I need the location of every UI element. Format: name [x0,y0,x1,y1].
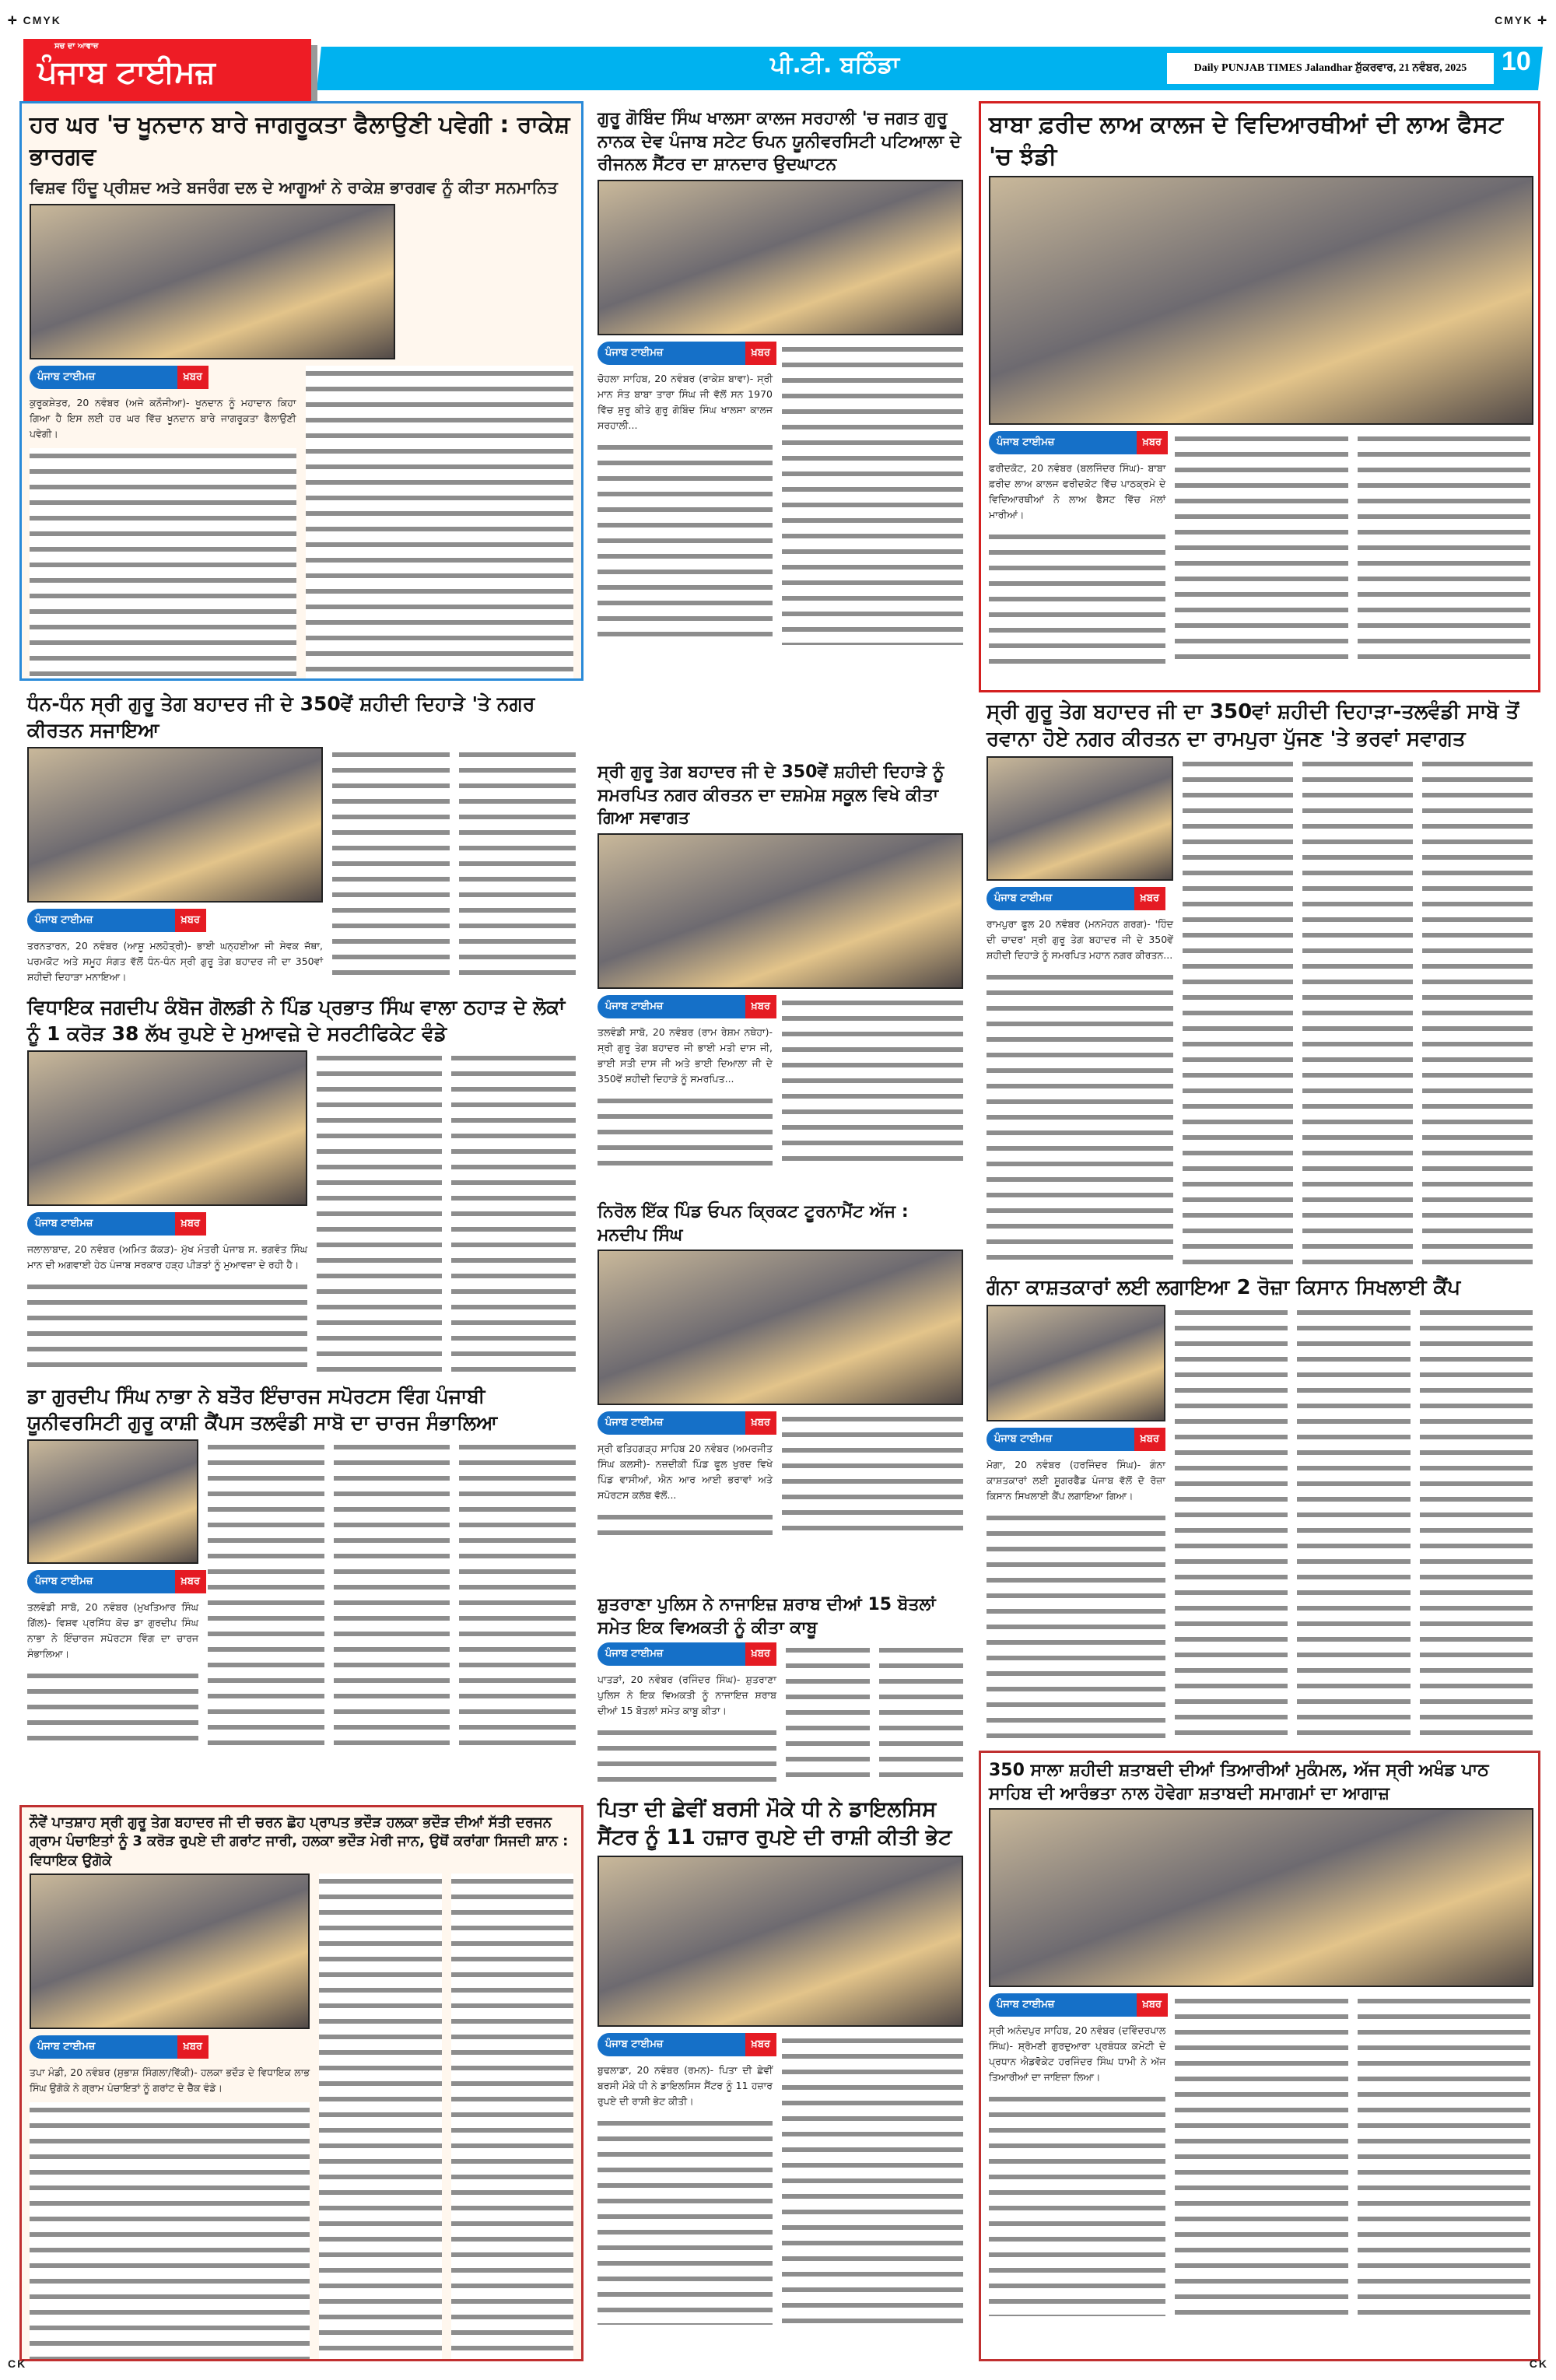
badge-label: ਖ਼ਬਰ [177,2035,209,2059]
article-dateline: ਬੁਢਲਾਡਾ, 20 ਨਵੰਬਰ (ਰਮਨ)- ਪਿਤਾ ਦੀ ਛੇਵੀਂ ਬਰਸੀ ਮੌਕੇ ਧੀ ਨੇ ਡਾਇਲਸਿਸ ਸੈਂਟਰ ਨੂੰ 11 ਹਜ਼ਾਰ ਰੁਪਏ ਦੀ ਰਾਸ਼ੀ ਭੇਟ ਕੀਤੀ। [598,2063,773,2107]
badge-brand: ਪੰਜਾਬ ਟਾਈਮਜ਼ [30,366,177,389]
article-headline[interactable]: ਪਿਤਾ ਦੀ ਛੇਵੀਂ ਬਰਸੀ ਮੌਕੇ ਧੀ ਨੇ ਡਾਇਲਸਿਸ ਸੈਂਟਰ ਨੂੰ 11 ਹਜ਼ਾਰ ਰੁਪਏ ਦੀ ਰਾਸ਼ੀ ਕੀਤੀ ਭੇਟ [598,1797,952,1850]
article-body-text [1358,431,1530,664]
crosshair-icon: ✛ [1537,14,1548,26]
article-body-text [208,1439,324,1751]
badge-brand: ਪੰਜਾਬ ਟਾਈਮਜ਼ [987,1428,1134,1451]
news-article [979,1751,1540,2361]
badge-label: ਖ਼ਬਰ [1134,1428,1165,1451]
badge-brand: ਪੰਜਾਬ ਟਾਈਮਜ਼ [27,1570,175,1593]
article-photo [989,1808,1533,1987]
badge-brand: ਪੰਜਾਬ ਟਾਈਮਜ਼ [30,2035,177,2059]
badge-label: ਖ਼ਬਰ [177,366,209,389]
badge-label: ਖ਼ਬਰ [745,342,776,365]
badge-brand: ਪੰਜਾਬ ਟਾਈਮਜ਼ [598,995,745,1018]
badge-label: ਖ਼ਬਰ [745,1411,776,1435]
article-headline[interactable]: ਬਾਬਾ ਫ਼ਰੀਦ ਲਾਅ ਕਾਲਜ ਦੇ ਵਿਦਿਆਰਥੀਆਂ ਦੀ ਲਾਅ ਫੈਸਟ 'ਚ ਝੰਡੀ [989,111,1504,170]
article-headline[interactable]: ਵਿਧਾਇਕ ਜਗਦੀਪ ਕੰਬੋਜ ਗੋਲਡੀ ਨੇ ਪਿੰਡ ਪ੍ਰਭਾਤ ਸਿੰਘ ਵਾਲਾ ਠਹਾੜ ਦੇ ਲੋਕਾਂ ਨੂੰ 1 ਕਰੋੜ 38 ਲੱਖ ਰੁਪਏ ਦੇ ਮੁਆਵਜ਼ੇ ਦੇ ਸਰਟੀਫਿਕੇਟ ਵੰਡੇ [27,996,566,1045]
news-article [590,101,971,669]
article-body-text [1422,756,1533,1264]
news-article [19,685,584,984]
badge-label: ਖ਼ਬਰ [745,995,776,1018]
article-body-text [451,1874,574,2361]
news-article [979,101,1540,692]
article-body-text [1420,1305,1533,1743]
news-article [590,755,971,1190]
news-badge [27,1570,206,1593]
article-headline[interactable]: ਡਾ ਗੁਰਦੀਪ ਸਿੰਘ ਨਾਭਾ ਨੇ ਬਤੌਰ ਇੰਚਾਰਜ ਸਪੋਰਟਸ ਵਿੰਗ ਪੰਜਾਬੀ ਯੂਨੀਵਰਸਿਟੀ ਗੁਰੂ ਕਾਸ਼ੀ ਕੈਂਪਸ ਤਲਵੰਡੀ ਸਾਬੋ ਦਾ ਚਾਰਜ ਸੰਭਾਲਿਆ [27,1385,498,1434]
article-dateline: ਤਰਨਤਾਰਨ, 20 ਨਵੰਬਰ (ਆਸ਼ੂ ਮਲਹੋਤ੍ਰੀ)- ਭਾਈ ਘਨ੍ਹਈਆ ਜੀ ਸੇਵਕ ਜੱਥਾ, ਪਰਮਕੋਟ ਅਤੇ ਸਮੂਹ ਸੰਗਤ ਵੱਲੋਂ ਧੰਨ-ਧੰਨ ਸ੍ਰੀ ਗੁਰੂ ਤੇਗ ਬਹਾਦਰ ਜੀ ਦਾ 350ਵਾਂ ਸ਼ਹੀਦੀ ਦਿਹਾੜਾ ਮਨਾਇਆ। [27,939,323,983]
article-body-text [459,747,576,985]
article-body-text [1183,756,1293,1264]
badge-brand: ਪੰਜਾਬ ਟਾਈਮਜ਼ [598,1642,745,1666]
badge-label: ਖ਼ਬਰ [745,2033,776,2056]
masthead [23,39,1540,101]
article-dateline: ਰਾਮਪੁਰਾ ਫੂਲ 20 ਨਵੰਬਰ (ਮਨਮੋਹਨ ਗਰਗ)- 'ਹਿੰਦ ਦੀ ਚਾਦਰ' ਸ੍ਰੀ ਗੁਰੂ ਤੇਗ ਬਹਾਦਰ ਜੀ ਦੇ 350ਵੇਂ ਸ਼ਹੀਦੀ ਦਿਹਾੜੇ ਨੂੰ ਸਮਰਪਿਤ ਮਹਾਨ ਨਗਰ ਕੀਰਤਨ... [987,918,1173,962]
news-article [19,1377,584,1751]
article-photo [598,1856,963,2027]
article-dateline: ਮੋਗਾ, 20 ਨਵੰਬਰ (ਹਰਜਿੰਦਰ ਸਿੰਘ)- ਗੰਨਾ ਕਾਸ਼ਤਕਾਰਾਂ ਲਈ ਸ਼ੂਗਰਫੈੱਡ ਪੰਜਾਬ ਵੱਲੋਂ ਦੋ ਰੋਜ਼ਾ ਕਿਸਾਨ ਸਿਖਲਾਈ ਕੈਂਪ ਲਗਾਇਆ ਗਿਆ। [987,1459,1165,1502]
badge-label: ਖ਼ਬਰ [1137,1993,1168,2017]
article-dateline: ਪਾਤੜਾਂ, 20 ਨਵੰਬਰ (ਰਜਿੰਦਰ ਸਿੰਘ)- ਸ਼ੁਤਰਾਣਾ ਪੁਲਿਸ ਨੇ ਇਕ ਵਿਅਕਤੀ ਨੂੰ ਨਾਜਾਇਜ਼ ਸ਼ਰਾਬ ਦੀਆਂ 15 ਬੋਤਲਾਂ ਸਮੇਤ ਕਾਬੂ ਕੀਤਾ। [598,1674,776,1717]
article-body-text [987,969,1173,1264]
article-body-text [1175,1993,1347,2316]
article-body-text [598,1725,776,1786]
article-body-text [782,995,963,1166]
article-body-text [782,342,963,645]
article-body-text [1358,1993,1530,2316]
news-badge [598,1642,776,1666]
logo-tagline: ਸਚ ਦਾ ਆਵਾਜ਼ [54,42,99,51]
badge-label: ਖ਼ਬਰ [175,909,206,932]
badge-brand: ਪੰਜਾਬ ਟਾਈਮਜ਼ [27,1212,175,1236]
article-body-text [451,1050,576,1374]
article-body-text [786,1642,870,1786]
article-headline[interactable]: ਹਰ ਘਰ 'ਚ ਖੂਨਦਾਨ ਬਾਰੇ ਜਾਗਰੂਕਤਾ ਫੈਲਾਉਣੀ ਪਵੇਗੀ : ਰਾਕੇਸ਼ ਭਾਰਗਵ [30,111,570,170]
article-body-text [334,1439,450,1751]
article-dateline: ਸ੍ਰੀ ਅਨੰਦਪੁਰ ਸਾਹਿਬ, 20 ਨਵੰਬਰ (ਦਵਿੰਦਰਪਾਲ ਸਿੰਘ)- ਸ਼੍ਰੋਮਣੀ ਗੁਰਦੁਆਰਾ ਪ੍ਰਬੰਧਕ ਕਮੇਟੀ ਦੇ ਪ੍ਰਧਾਨ ਐਡਵੋਕੇਟ ਹਰਜਿੰਦਰ ਸਿੰਘ ਧਾਮੀ ਨੇ ਅੱਜ ਤਿਆਰੀਆਂ ਦਾ ਜਾਇਜ਼ਾ ਲਿਆ। [989,2024,1166,2084]
article-body-text [782,2033,963,2325]
article-dateline: ਤਲਵੰਡੀ ਸਾਬੋ, 20 ਨਵੰਬਰ (ਰਾਮ ਰੇਸ਼ਮ ਨਥੇਹਾ)- ਸ੍ਰੀ ਗੁਰੂ ਤੇਗ ਬਹਾਦਰ ਜੀ ਭਾਈ ਮਤੀ ਦਾਸ ਜੀ, ਭਾਈ ਸਤੀ ਦਾਸ ਜੀ ਅਤੇ ਭਾਈ ਦਿਆਲਾ ਜੀ ਦੇ 350ਵੇਂ ਸ਼ਹੀਦੀ ਦਿਹਾੜੇ ਨੂੰ ਸਮਰਪਿਤ... [598,1026,773,1085]
news-badge [30,366,209,389]
article-dateline: ਫਰੀਦਕੋਟ, 20 ਨਵੰਬਰ (ਬਲਜਿੰਦਰ ਸਿੰਘ)- ਬਾਬਾ ਫ਼ਰੀਦ ਲਾਅ ਕਾਲਜ ਫਰੀਦਕੋਟ ਵਿੱਚ ਪਾਠਕ੍ਰਮੇ ਦੇ ਵਿਦਿਆਰਥੀਆਂ ਨੇ ਲਾਅ ਫੈਸਟ ਵਿੱਚ ਮੱਲਾਂ ਮਾਰੀਆਂ। [989,462,1166,521]
newspaper-logo [23,39,311,101]
news-badge [598,995,776,1018]
article-body-text [782,1411,963,1536]
article-body-text [27,1668,198,1751]
article-headline[interactable]: 350 ਸਾਲਾ ਸ਼ਹੀਦੀ ਸ਼ਤਾਬਦੀ ਦੀਆਂ ਤਿਆਰੀਆਂ ਮੁਕੰਮਲ, ਅੱਜ ਸ੍ਰੀ ਅਖੰਡ ਪਾਠ ਸਾਹਿਬ ਦੀ ਆਰੰਭਤਾ ਨਾਲ ਹੋਵੇਗਾ ਸ਼ਤਾਬਦੀ ਸਮਾਗਮਾਂ ਦਾ ਆਗਾਜ਼ [989,1761,1489,1803]
article-headline[interactable]: ਗੁਰੂ ਗੋਬਿੰਦ ਸਿੰਘ ਖਾਲਸਾ ਕਾਲਜ ਸਰਹਾਲੀ 'ਚ ਜਗਤ ਗੁਰੂ ਨਾਨਕ ਦੇਵ ਪੰਜਾਬ ਸਟੇਟ ਓਪਨ ਯੂਨੀਵਰਸਿਟੀ ਪਟਿਆਲਾ ਦੇ ਰੀਜਨਲ ਸੈਂਟਰ ਦਾ ਸ਼ਾਨਦਾਰ ਉਦਘਾਟਨ [598,109,962,175]
news-article [979,1268,1540,1743]
news-badge [989,1993,1168,2017]
article-headline[interactable]: ਨੌਵੇਂ ਪਾਤਸ਼ਾਹ ਸ੍ਰੀ ਗੁਰੂ ਤੇਗ ਬਹਾਦਰ ਜੀ ਦੀ ਚਰਨ ਛੋਹ ਪ੍ਰਾਪਤ ਭਦੌੜ ਹਲਕਾ ਭਦੌੜ ਦੀਆਂ ਸੱਤੀ ਦਰਜਨ ਗ੍ਰਾਮ ਪੰਚਾਇਤਾਂ ਨੂੰ 3 ਕਰੋੜ ਰੁਪਏ ਦੀ ਗਰਾਂਟ ਜਾਰੀ, ਹਲਕਾ ਭਦੌੜ ਮੇਰੀ ਜਾਨ, ਉਥੋਂ ਕਰਾਂਗਾ ਸਿਜਦੀ ਸ਼ਾਨ : ਵਿਧਾਇਕ ਉਗੋਕੇ [30,1814,569,1869]
article-dateline: ਸ੍ਰੀ ਫਤਿਹਗੜ੍ਹ ਸਾਹਿਬ 20 ਨਵੰਬਰ (ਅਮਰਜੀਤ ਸਿੰਘ ਕਲਸੀ)- ਨਜ਼ਦੀਕੀ ਪਿੰਡ ਫੂਲ ਖੁਰਦ ਵਿਖੇ ਪਿੰਡ ਵਾਸੀਆਂ, ਐਨ ਆਰ ਆਈ ਭਰਾਵਾਂ ਅਤੇ ਸਪੋਰਟਸ ਕਲੱਬ ਵੱਲੋਂ... [598,1442,773,1502]
article-dateline: ਜਲਾਲਾਬਾਦ, 20 ਨਵੰਬਰ (ਅਮਿਤ ਕੱਕੜ)- ਮੁੱਖ ਮੰਤਰੀ ਪੰਜਾਬ ਸ. ਭਗਵੰਤ ਸਿੰਘ ਮਾਨ ਦੀ ਅਗਵਾਈ ਹੇਠ ਪੰਜਾਬ ਸਰਕਾਰ ਹੜ੍ਹ ਪੀੜਤਾਂ ਨੂੰ ਮੁਆਵਜ਼ਾ ਦੇ ਰਹੀ ਹੈ। [27,1243,307,1271]
news-badge [27,909,206,932]
badge-brand: ਪੰਜਾਬ ਟਾਈਮਜ਼ [27,909,175,932]
news-article [19,1805,584,2361]
article-photo [27,1439,198,1564]
news-article [19,988,584,1373]
article-body-text [598,1093,773,1166]
article-body-text [989,2091,1165,2316]
article-body-text [306,366,574,681]
article-photo [598,833,963,989]
news-article [590,1789,971,2361]
news-badge [987,1428,1165,1451]
article-body-text [27,1279,307,1374]
article-photo [987,756,1173,881]
article-dateline: ਚੋਹਲਾ ਸਾਹਿਬ, 20 ਨਵੰਬਰ (ਰਾਕੇਸ਼ ਬਾਵਾ)- ਸ੍ਰੀ ਮਾਨ ਸੰਤ ਬਾਬਾ ਤਾਰਾ ਸਿੰਘ ਜੀ ਵੱਲੋਂ ਸਨ 1970 ਵਿੱਚ ਸ਼ੁਰੂ ਕੀਤੇ ਗੁਰੂ ਗੋਬਿੰਦ ਸਿੰਘ ਖਾਲਸਾ ਕਾਲਜ ਸਰਹਾਲੀ... [598,373,773,432]
article-body-text [1302,756,1413,1264]
news-badge [27,1212,206,1236]
article-body-text [598,440,773,645]
article-photo [30,1874,310,2029]
edition-date [1167,53,1494,84]
article-body-text [332,747,450,985]
article-body-text [598,1509,773,1541]
article-body-text [317,1050,442,1374]
news-badge [989,431,1168,454]
news-badge [598,342,776,365]
article-photo [987,1305,1165,1421]
article-photo [989,176,1533,425]
footer-mark-left: CK [8,2357,27,2370]
article-headline[interactable]: ਸ਼ੁਤਰਾਣਾ ਪੁਲਿਸ ਨੇ ਨਾਜਾਇਜ਼ ਸ਼ਰਾਬ ਦੀਆਂ 15 ਬੋਤਲਾਂ ਸਮੇਤ ਇਕ ਵਿਅਕਤੀ ਨੂੰ ਕੀਤਾ ਕਾਬੂ [598,1595,936,1638]
page-number: 10 [1502,47,1531,76]
article-body-text [30,448,296,681]
logo-title: ਪੰਜਾਬ ਟਾਈਮਜ਼ [37,54,216,90]
news-badge [30,2035,209,2059]
news-badge [598,1411,776,1435]
article-subheadline: ਵਿਸ਼ਵ ਹਿੰਦੂ ਪ੍ਰੀਸ਼ਦ ਅਤੇ ਬਜਰੰਗ ਦਲ ਦੇ ਆਗੂਆਂ ਨੇ ਰਾਕੇਸ਼ ਭਾਰਗਵ ਨੂੰ ਕੀਤਾ ਸਨਮਾਨਿਤ [30,178,558,197]
article-body-text [879,1642,963,1786]
article-headline[interactable]: ਧੰਨ-ਧੰਨ ਸ੍ਰੀ ਗੁਰੂ ਤੇਗ ਬਹਾਦਰ ਜੀ ਦੇ 350ਵੇਂ ਸ਼ਹੀਦੀ ਦਿਹਾੜੇ 'ਤੇ ਨਗਰ ਕੀਰਤਨ ਸਜਾਇਆ [27,692,535,741]
badge-brand: ਪੰਜਾਬ ਟਾਈਮਜ਼ [987,887,1134,910]
crosshair-icon: ✛ [8,14,19,26]
edition-name: Daily PUNJAB TIMES Jalandhar [1193,62,1353,74]
article-photo [27,1050,307,1206]
news-article [19,101,584,681]
article-headline[interactable]: ਸ੍ਰੀ ਗੁਰੂ ਤੇਗ ਬਹਾਦਰ ਜੀ ਦੇ 350ਵੇਂ ਸ਼ਹੀਦੀ ਦਿਹਾੜੇ ਨੂੰ ਸਮਰਪਿਤ ਨਗਰ ਕੀਰਤਨ ਦਾ ਦਸ਼ਮੇਸ਼ ਸਕੂਲ ਵਿਖੇ ਕੀਤਾ ਗਿਆ ਸਵਾਗਤ [598,762,944,829]
badge-brand: ਪੰਜਾਬ ਟਾਈਮਜ਼ [598,1411,745,1435]
article-body-text [598,2115,773,2325]
article-headline[interactable]: ਸ੍ਰੀ ਗੁਰੂ ਤੇਗ ਬਹਾਦਰ ਜੀ ਦਾ 350ਵਾਂ ਸ਼ਹੀਦੀ ਦਿਹਾੜਾ-ਤਲਵੰਡੀ ਸਾਬੋ ਤੋਂ ਰਵਾਨਾ ਹੋਏ ਨਗਰ ਕੀਰਤਨ ਦਾ ਰਾਮਪੁਰਾ ਪੁੱਜਣ 'ਤੇ ਭਰਵਾਂ ਸਵਾਗਤ [987,700,1519,752]
article-dateline: ਕੁਰੂਕਸ਼ੇਤਰ, 20 ਨਵੰਬਰ (ਅਜੇ ਕਨੌਜੀਆ)- ਖੂਨਦਾਨ ਨੂੰ ਮਹਾਦਾਨ ਕਿਹਾ ਗਿਆ ਹੈ ਇਸ ਲਈ ਹਰ ਘਰ ਵਿੱਚ ਖੂਨਦਾਨ ਬਾਰੇ ਜਾਗਰੂਕਤਾ ਫੈਲਾਉਣੀ ਪਵੇਗੀ। [30,397,296,440]
article-headline[interactable]: ਗੰਨਾ ਕਾਸ਼ਤਕਾਰਾਂ ਲਈ ਲਗਾਇਆ 2 ਰੋਜ਼ਾ ਕਿਸਾਨ ਸਿਖਲਾਈ ਕੈਂਪ [987,1276,1461,1299]
badge-brand: ਪੰਜਾਬ ਟਾਈਮਜ਼ [989,431,1137,454]
article-body-text [989,529,1165,664]
badge-brand: ਪੰਜਾਬ ਟਾਈਮਜ਼ [598,2033,745,2056]
news-badge [598,2033,776,2056]
badge-label: ਖ਼ਬਰ [175,1570,206,1593]
news-article [590,1587,971,1786]
registration-mark-right [1495,14,1548,27]
article-dateline: ਤਪਾ ਮੰਡੀ, 20 ਨਵੰਬਰ (ਸੁਭਾਸ਼ ਸਿੰਗਲਾ/ਵਿੱਕੀ)- ਹਲਕਾ ਭਦੌੜ ਦੇ ਵਿਧਾਇਕ ਲਾਭ ਸਿੰਘ ਉਗੋਕੇ ਨੇ ਗ੍ਰਾਮ ਪੰਚਾਇਤਾਂ ਨੂੰ ਗਰਾਂਟ ਦੇ ਚੈੱਕ ਵੰਡੇ। [30,2066,310,2094]
article-body-text [30,2102,310,2361]
article-body-text [459,1439,576,1751]
badge-label: ਖ਼ਬਰ [745,1642,776,1666]
badge-brand: ਪੰਜਾਬ ਟਾਈਮਜ਼ [598,342,745,365]
badge-label: ਖ਼ਬਰ [1137,431,1168,454]
article-body-text [319,1874,442,2361]
article-headline[interactable]: ਨਿਰੋਲ ਇੱਕ ਪਿੰਡ ਓਪਨ ਕ੍ਰਿਕਟ ਟੂਰਨਾਮੈਂਟ ਅੱਜ : ਮਨਦੀਪ ਸਿੰਘ [598,1202,909,1245]
badge-label: ਖ਼ਬਰ [175,1212,206,1236]
article-body-text [987,1510,1165,1743]
registration-mark-left [8,14,61,27]
footer-mark-right: CK [1529,2357,1548,2370]
article-photo [27,747,323,903]
news-article [979,692,1540,1264]
issue-date: ਸ਼ੁੱਕਰਵਾਰ, 21 ਨਵੰਬਰ, 2025 [1354,62,1467,74]
news-badge [987,887,1165,910]
registration-label-left: CMYK [23,14,61,26]
article-dateline: ਤਲਵੰਡੀ ਸਾਬੋ, 20 ਨਵੰਬਰ (ਮੁਖਤਿਆਰ ਸਿੰਘ ਗਿੱਲ)- ਵਿਸ਼ਵ ਪ੍ਰਸਿੱਧ ਕੋਚ ਡਾ ਗੁਰਦੀਪ ਸਿੰਘ ਨਾਭਾ ਨੇ ਇੰਚਾਰਜ ਸਪੋਰਟਸ ਵਿੰਗ ਦਾ ਚਾਰਜ ਸੰਭਾਲਿਆ। [27,1600,198,1660]
section-title: ਪੀ.ਟੀ. ਬਠਿੰਡਾ [770,51,900,79]
article-body-text [1175,431,1347,664]
registration-label-right: CMYK [1495,14,1533,26]
article-body-text [1297,1305,1410,1743]
badge-label: ਖ਼ਬਰ [1134,887,1165,910]
article-photo [598,1250,963,1405]
news-article [590,1194,971,1583]
badge-brand: ਪੰਜਾਬ ਟਾਈਮਜ਼ [989,1993,1137,2017]
article-body-text [1175,1305,1288,1743]
article-photo [598,180,963,335]
article-photo [30,204,395,359]
